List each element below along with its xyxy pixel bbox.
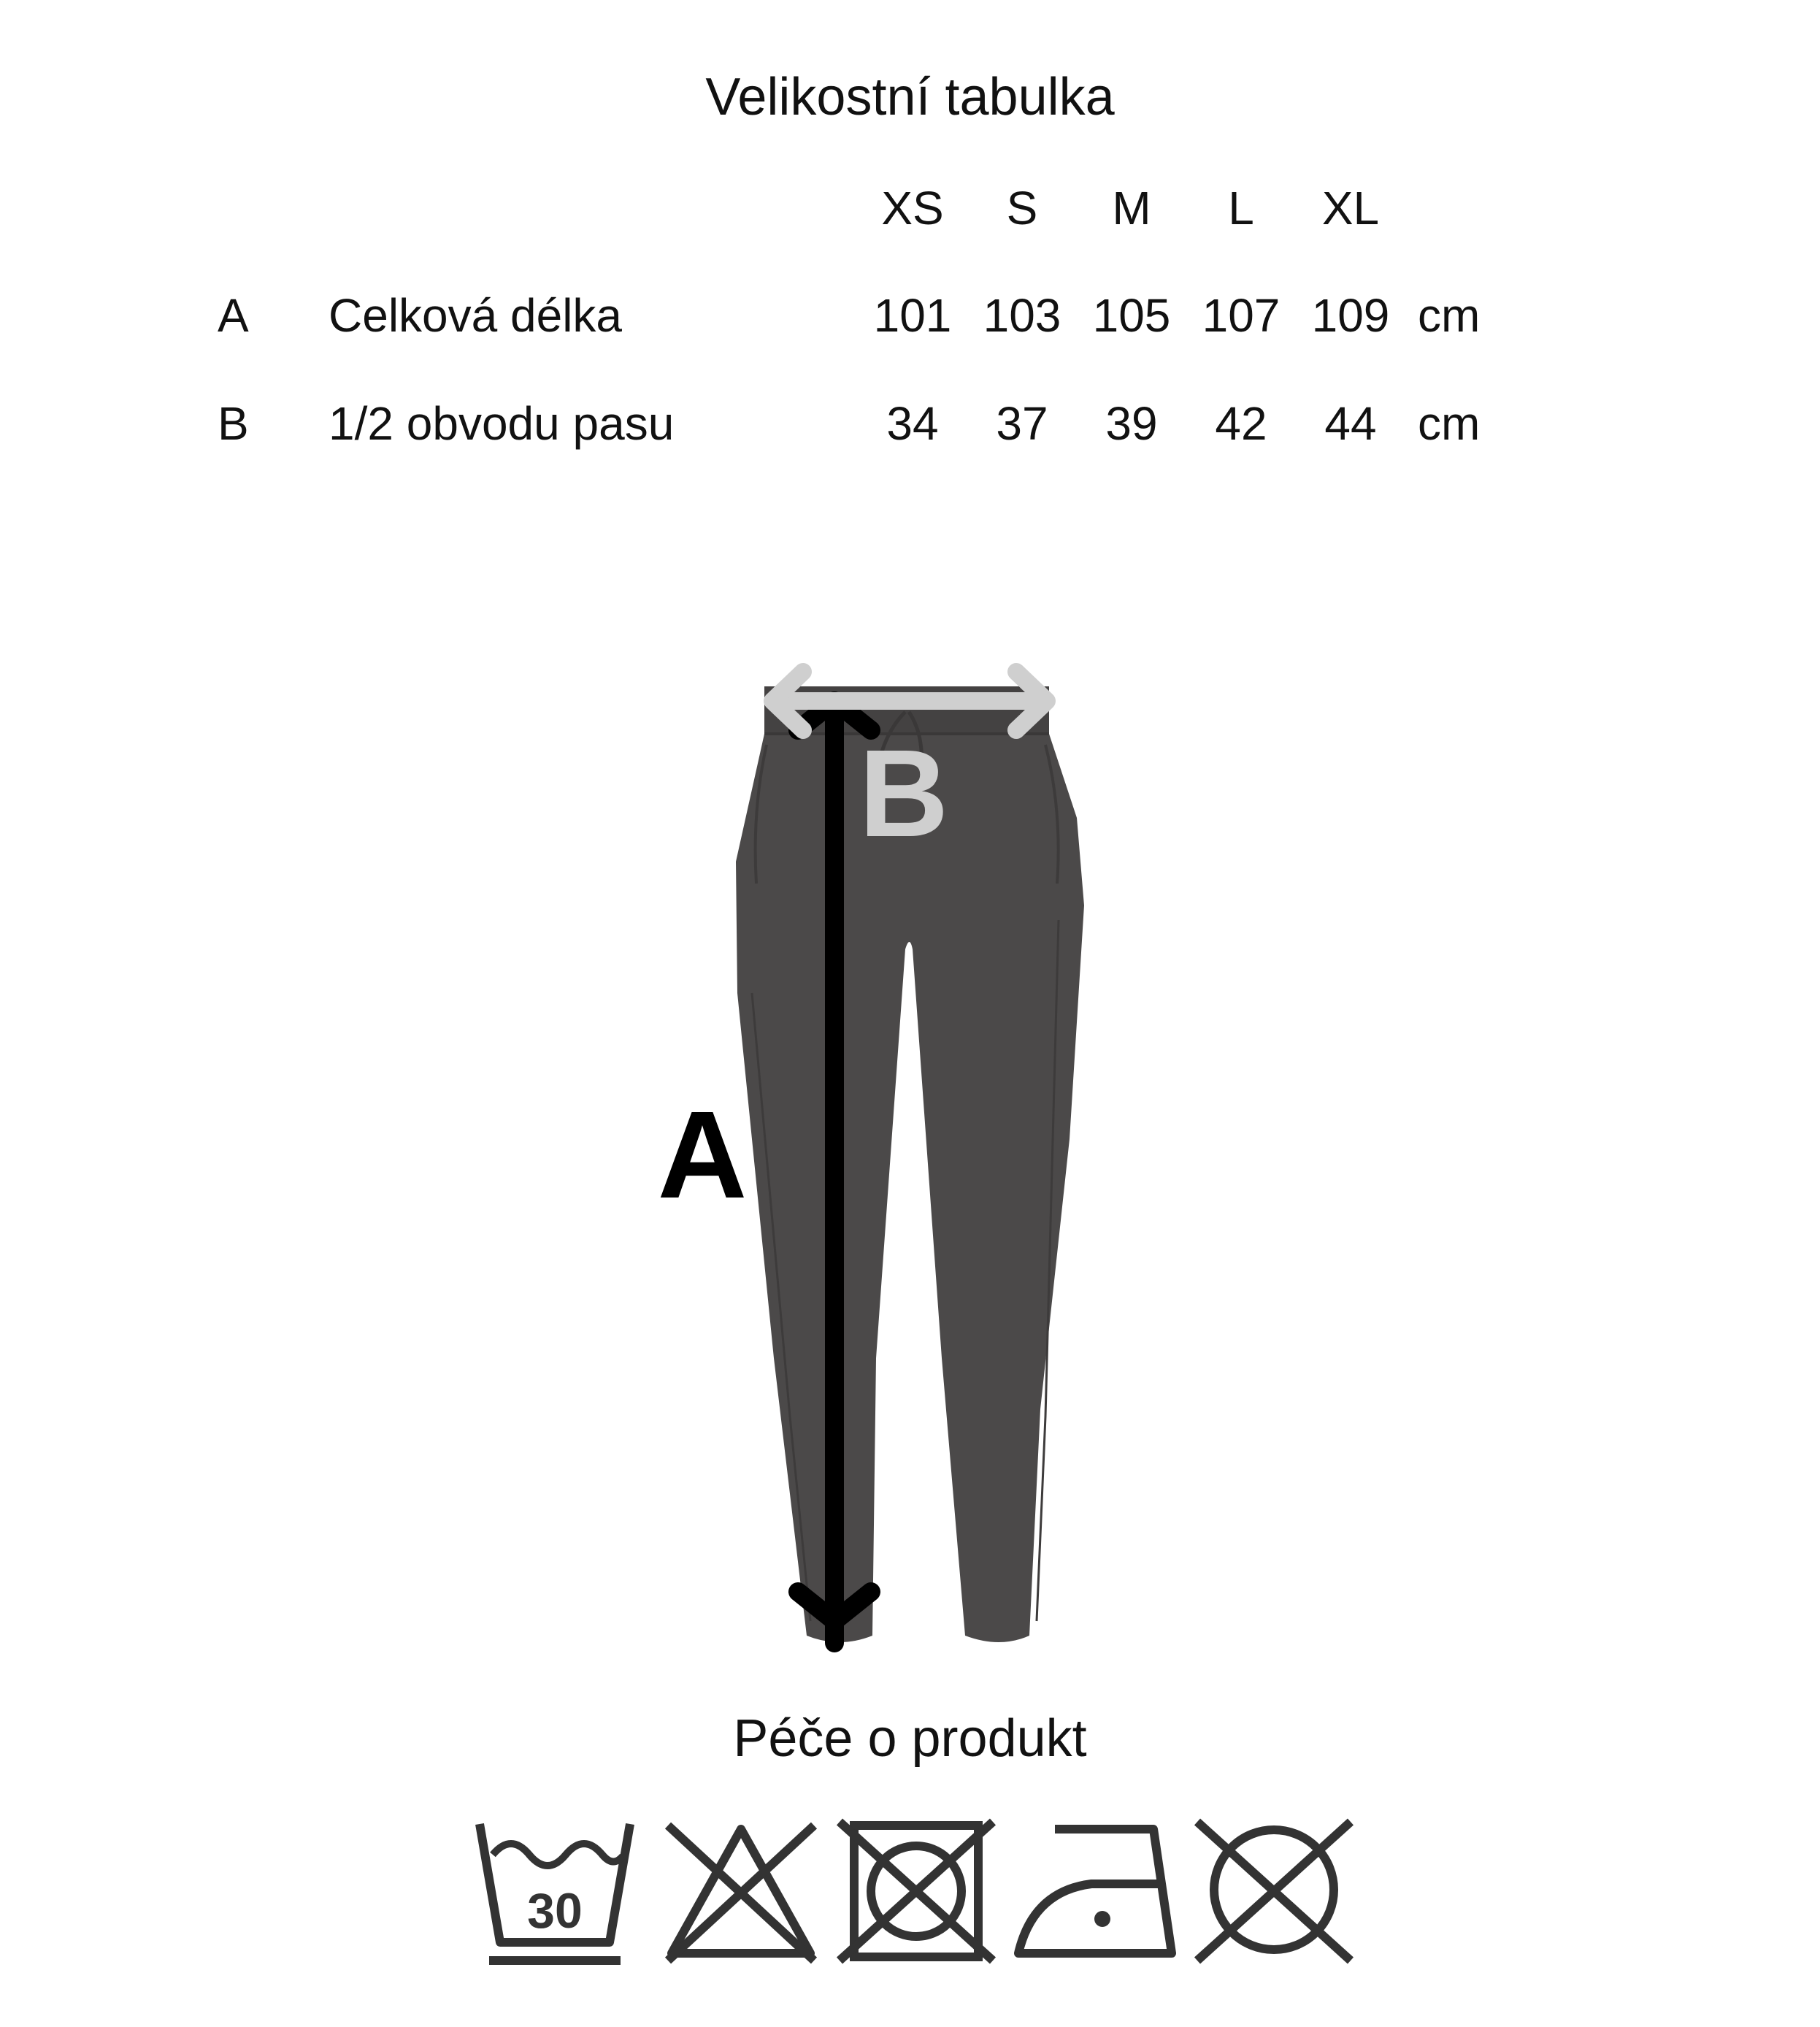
row-value: 37 [996,397,1048,450]
row-value: 44 [1324,397,1377,450]
label-b: B [859,724,949,863]
label-a: A [657,1086,748,1225]
row-value: 39 [1105,397,1158,450]
row-value: 101 [873,289,952,342]
row-key: A [218,289,249,342]
row-value: 103 [983,289,1061,342]
row-key: B [218,397,249,450]
row-label: 1/2 obvodu pasu [329,397,675,450]
garment-figure [0,643,1820,1665]
size-header-s: S [1006,182,1038,234]
no-tumble-dry-icon [832,1811,1000,1972]
row-value: 42 [1215,397,1267,450]
size-table [0,0,1820,511]
no-bleach-icon [657,1811,825,1972]
wash-temperature: 30 [527,1883,583,1939]
row-value: 105 [1092,289,1171,342]
iron-low-icon [1011,1811,1179,1972]
row-unit: cm [1418,397,1481,450]
row-unit: cm [1418,289,1481,342]
care-icons [0,1811,1820,1972]
size-table-title: Velikostní tabulka [705,68,1115,126]
pants-illustration [0,643,1820,1665]
size-header-m: M [1112,182,1151,234]
size-header-xs: XS [881,182,944,234]
row-value: 109 [1311,289,1390,342]
row-value: 107 [1202,289,1280,342]
row-label: Celková délka [329,289,622,342]
wash-30-icon [471,1811,639,1972]
size-header-l: L [1228,182,1254,234]
row-value: 34 [886,397,939,450]
size-header-xl: XL [1321,182,1380,234]
no-dry-clean-icon [1190,1811,1358,1972]
care-title: Péče o produkt [733,1709,1087,1768]
